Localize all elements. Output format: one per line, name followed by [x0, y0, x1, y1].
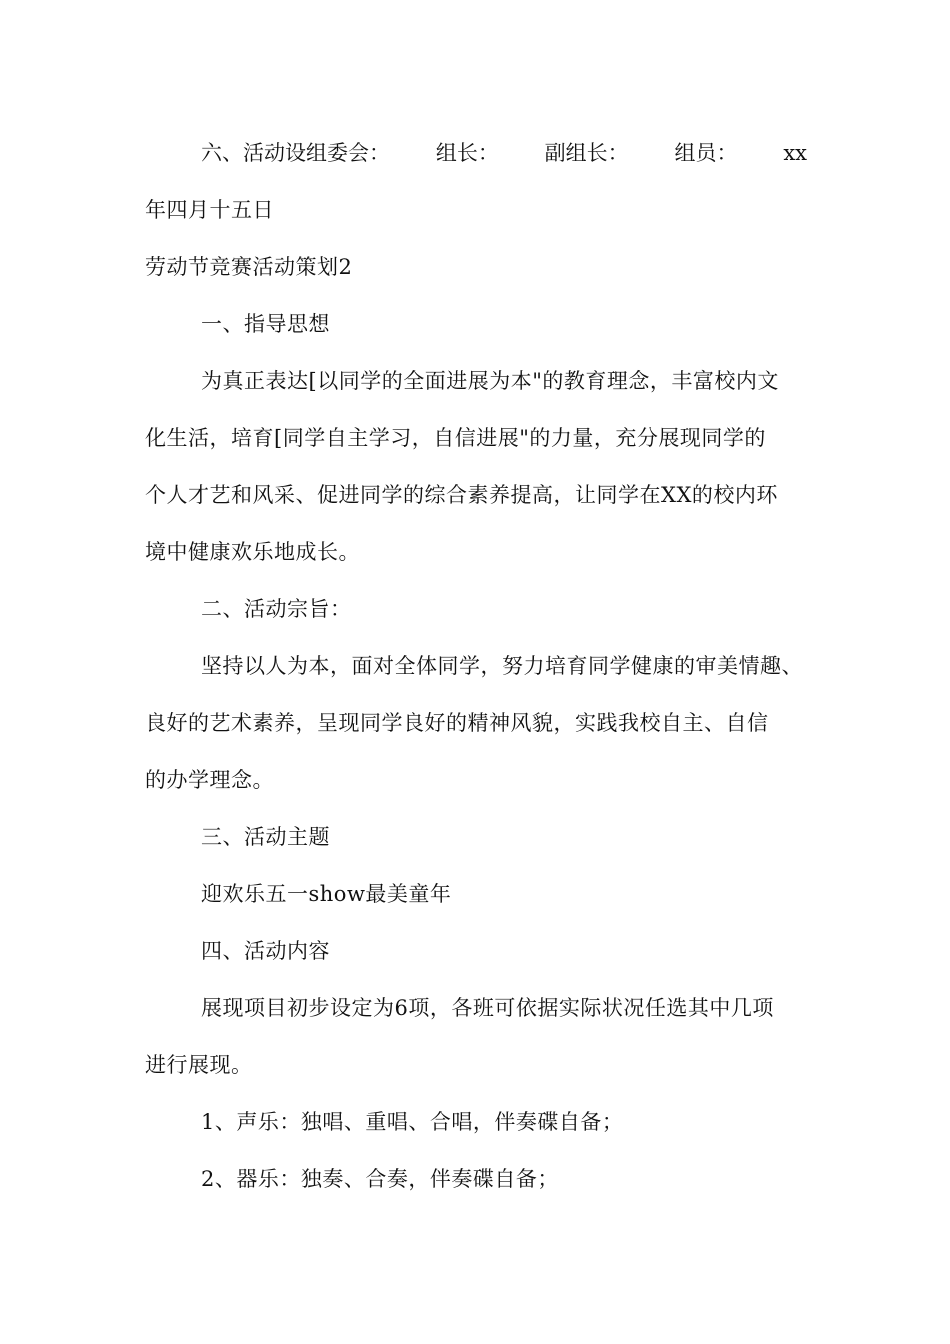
section-heading-guiding-idea: 一、指导思想 — [201, 312, 330, 336]
committee-heading: 六、活动设组委会： — [201, 141, 390, 165]
committee-vice-leader: 副组长： — [544, 141, 629, 165]
section-heading-theme: 三、活动主题 — [201, 825, 330, 849]
section-heading-content: 四、活动内容 — [201, 939, 330, 963]
paragraph-line: 为真正表达[以同学的全面进展为本"的教育理念，丰富校内文 — [201, 369, 779, 393]
theme-text: 迎欢乐五一show最美童年 — [201, 882, 452, 906]
paragraph-line: 境中健康欢乐地成长。 — [145, 540, 360, 564]
committee-members: 组员： — [674, 141, 738, 165]
date-line: 年四月十五日 — [145, 198, 274, 222]
paragraph-line: 良好的艺术素养，呈现同学良好的精神风貌，实践我校自主、自信 — [145, 711, 769, 735]
section-heading-purpose: 二、活动宗旨： — [201, 597, 352, 621]
committee-leader: 组长： — [435, 141, 499, 165]
list-item: 2、器乐：独奏、合奏，伴奏碟自备； — [201, 1167, 559, 1191]
committee-line — [201, 139, 807, 167]
paragraph-line: 个人才艺和风采、促进同学的综合素养提高，让同学在XX的校内环 — [145, 483, 778, 507]
paragraph-line: 展现项目初步设定为6项，各班可依据实际状况任选其中几项 — [201, 996, 774, 1020]
document-title: 劳动节竞赛活动策划2 — [145, 255, 353, 279]
paragraph-line: 化生活，培育[同学自主学习，自信进展"的力量，充分展现同学的 — [145, 426, 766, 450]
committee-tail: xx — [783, 141, 807, 165]
list-item: 1、声乐：独唱、重唱、合唱，伴奏碟自备； — [201, 1110, 624, 1134]
paragraph-line: 进行展现。 — [145, 1053, 253, 1077]
paragraph-line: 的办学理念。 — [145, 768, 274, 792]
paragraph-line: 坚持以人为本，面对全体同学，努力培育同学健康的审美情趣、 — [201, 654, 803, 678]
